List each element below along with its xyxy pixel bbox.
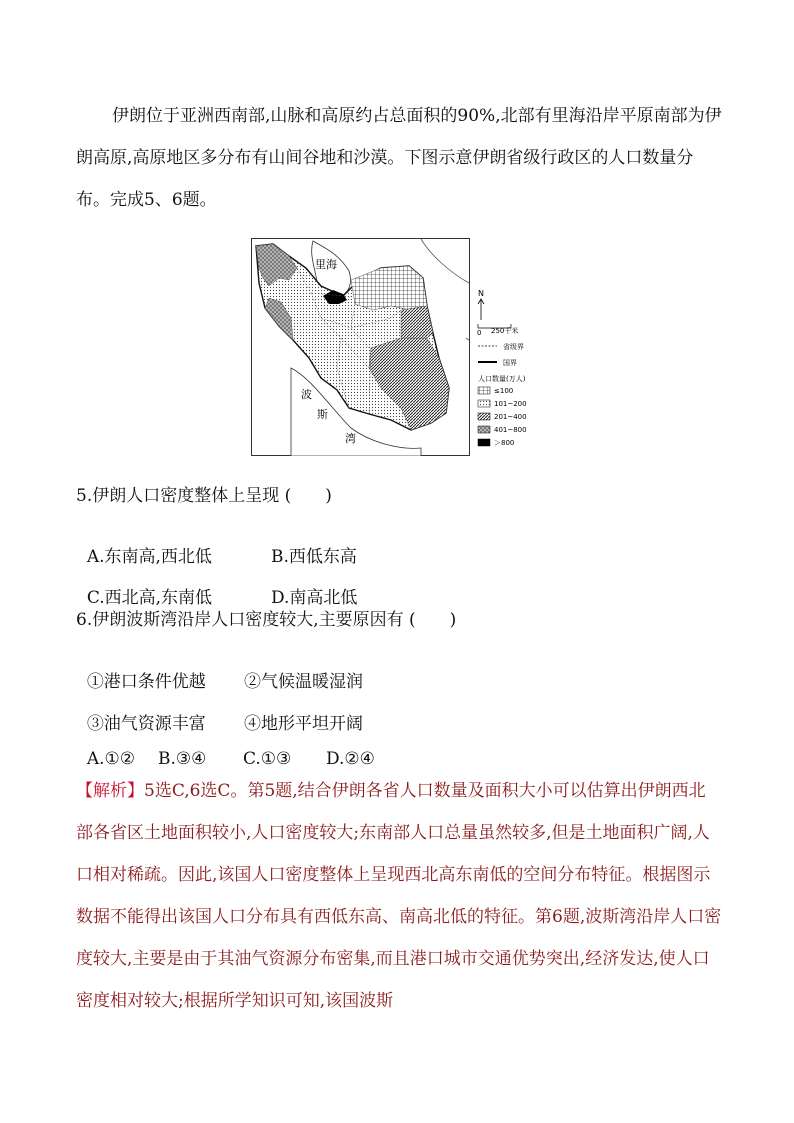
q6-statement-2: ②气候温暖湿润: [244, 672, 363, 692]
gulf-label-3: 湾: [345, 432, 356, 445]
legend-title: 人口数量(万人): [478, 375, 526, 383]
svg-text:250千米: 250千米: [491, 327, 519, 335]
question-6-options-row: [76, 729, 375, 769]
intro-paragraph: 伊朗位于亚洲西南部,山脉和高原约占总面积的90%,北部有里海沿岸平原南部为伊朗高原,高原地区多分布有山间谷地和沙漠。下图示意伊朗省级行政区的人口数量分布。完成5、6题。: [76, 106, 722, 210]
north-arrow: [478, 289, 484, 320]
iran-population-map: [251, 238, 543, 456]
q5-option-b[interactable]: B.西低东高: [271, 547, 357, 567]
svg-text:N: N: [478, 289, 484, 298]
scale-bar: [477, 324, 518, 337]
question-5-stem: 5.伊朗人口密度整体上呈现 ( ): [76, 486, 332, 506]
gulf-label-1: 波: [301, 388, 312, 401]
q6-statement-4: ④地形平坦开阔: [244, 714, 363, 734]
q5-option-d[interactable]: D.南高北低: [271, 588, 358, 608]
question-6-statements-row-1: [76, 647, 363, 692]
legend-item-3: 201~400: [494, 413, 527, 421]
q5-option-c[interactable]: C.西北高,东南低: [86, 588, 213, 608]
answer-text: 5选C,6选C。第5题,结合伊朗各省人口数量及面积大小可以估算出伊朗西北部各省区土地面积较小,人口密度较大;东南部人口总量虽然较多,但是土地面积广阔,人口相对稀疏。因此,该国人口密度整体上呈现西北高东南低的空间分布特征。根据图示数据不能得出该国人口分布具有西低东高、南高北低的特征。第6题,波斯湾沿岸人口密度较大,主要是由于其油气资源分布密集,而且港口城市交通优势突出,经济发达,使人口密度相对较大;根据所学知识可知,该国波斯: [76, 781, 722, 1011]
legend-item-4: 401~800: [494, 426, 527, 434]
q6-option-d[interactable]: D.②④: [326, 749, 375, 769]
caspian-label: 里海: [315, 258, 337, 271]
question-5-options-row-1: [76, 522, 357, 567]
legend-item-1: ≤100: [494, 387, 514, 395]
legend-item-2: 101~200: [494, 400, 527, 408]
legend-item-5: ＞800: [494, 439, 515, 447]
svg-text:0: 0: [477, 329, 482, 337]
gulf-label-2: 斯: [317, 408, 328, 421]
answer-explanation: [76, 770, 722, 1022]
question-5-options-row-2: [76, 563, 358, 608]
q6-option-b[interactable]: B.③④: [158, 749, 207, 769]
q5-option-a[interactable]: A.东南高,西北低: [86, 547, 212, 567]
question-6-statements-row-2: [76, 689, 363, 734]
legend: [478, 342, 527, 447]
q6-option-c[interactable]: C.①③: [243, 749, 292, 769]
q6-statement-3: ③油气资源丰富: [86, 714, 206, 734]
legend-border-label: 国界: [503, 359, 517, 367]
legend-boundary-label: 省级界: [503, 343, 524, 351]
question-6-stem: 6.伊朗波斯湾沿岸人口密度较大,主要原因有 ( ): [76, 610, 457, 630]
answer-tag: 【解析】: [76, 781, 144, 801]
q6-statement-1: ①港口条件优越: [86, 672, 206, 692]
q6-option-a[interactable]: A.①②: [86, 749, 135, 769]
